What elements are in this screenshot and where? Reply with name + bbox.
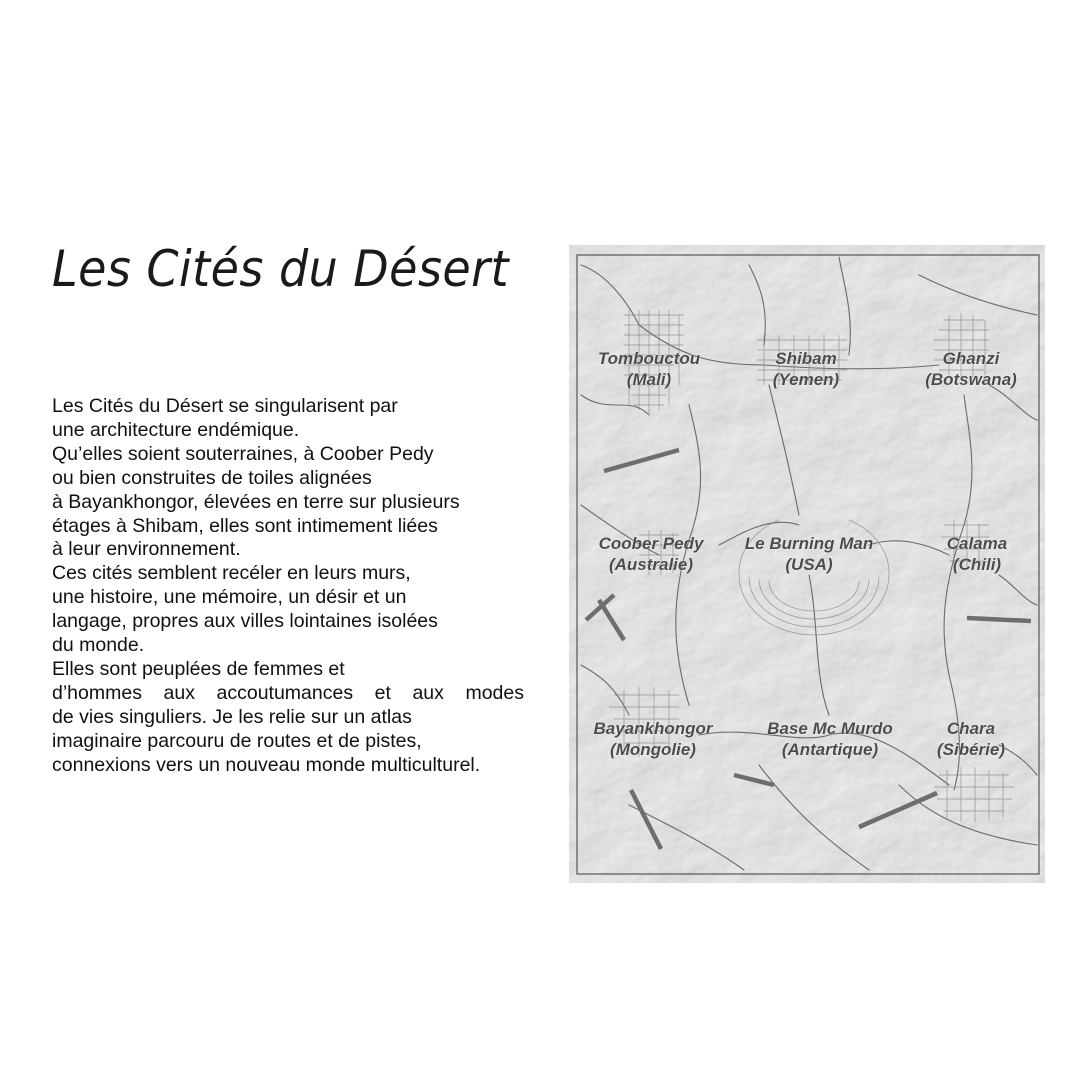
text-line: à Bayankhongor, élevées en terre sur plusieurs <box>52 490 460 513</box>
city-name-bayankhongor: Bayankhongor <box>593 719 713 738</box>
city-country-base-mc-murdo: (Antartique) <box>781 740 879 759</box>
description-text <box>52 395 524 778</box>
atlas-map-svg <box>569 245 1045 883</box>
city-name-calama: Calama <box>946 534 1008 553</box>
text-line: étages à Shibam, elles sont intimement liées <box>52 514 438 537</box>
city-name-ghanzi: Ghanzi <box>942 349 1000 368</box>
text-line: de vies singuliers. Je les relie sur un atlas <box>52 705 412 728</box>
city-name-burning-man: Le Burning Man <box>744 534 874 553</box>
city-name-shibam: Shibam <box>775 349 837 368</box>
city-name-coober-pedy: Coober Pedy <box>598 534 704 553</box>
city-country-chara: (Sibérie) <box>936 740 1006 759</box>
city-name-chara: Chara <box>946 719 996 738</box>
atlas-map <box>569 245 1045 883</box>
text-line: une architecture endémique. <box>52 418 300 441</box>
text-line: connexions vers un nouveau monde multiculturel. <box>52 753 481 776</box>
text-line: à leur environnement. <box>52 538 241 561</box>
city-country-bayankhongor: (Mongolie) <box>610 740 696 759</box>
text-line: Qu’elles soient souterraines, à Coober Pedy <box>52 442 434 465</box>
page-title: Les Cités du Désert <box>52 240 509 298</box>
text-line: du monde. <box>52 634 145 657</box>
city-country-ghanzi: (Botswana) <box>925 370 1017 389</box>
text-line: ou bien construites de toiles alignées <box>52 466 372 489</box>
text-line: d’hommes aux accoutumances et aux modes <box>52 681 524 704</box>
city-name-base-mc-murdo: Base Mc Murdo <box>767 719 893 738</box>
city-country-shibam: (Yemen) <box>772 370 840 389</box>
city-name-tombouctou: Tombouctou <box>597 349 701 368</box>
text-line: langage, propres aux villes lointaines isolées <box>52 610 438 633</box>
city-country-burning-man: (USA) <box>785 555 833 574</box>
text-line: une histoire, une mémoire, un désir et un <box>52 586 407 609</box>
city-country-calama: (Chili) <box>952 555 1002 574</box>
city-country-coober-pedy: (Australie) <box>608 555 694 574</box>
text-line: Les Cités du Désert se singularisent par <box>52 395 398 417</box>
text-line: Ces cités semblent recéler en leurs murs, <box>52 562 411 585</box>
city-country-tombouctou: (Mali) <box>626 370 672 389</box>
text-line: imaginaire parcouru de routes et de pistes, <box>52 729 422 752</box>
text-line: Elles sont peuplées de femmes et <box>52 657 345 680</box>
